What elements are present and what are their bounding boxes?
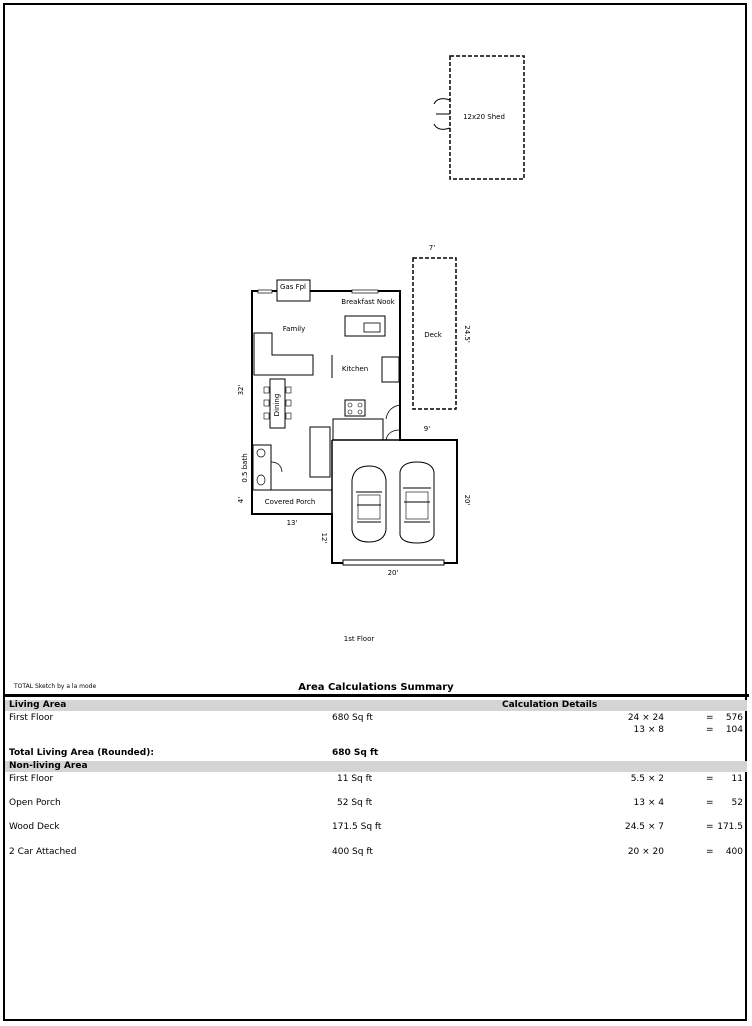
deck-label: Deck bbox=[424, 331, 442, 339]
nonliving-header-bar bbox=[5, 761, 747, 772]
window-1 bbox=[258, 290, 272, 293]
nonliving-row-name: Wood Deck bbox=[9, 822, 60, 832]
window-2 bbox=[352, 290, 378, 293]
nonliving-row-area: 52 Sq ft bbox=[337, 798, 373, 808]
nonliving-row-name: 2 Car Attached bbox=[9, 847, 77, 857]
living-row-name: First Floor bbox=[9, 713, 54, 723]
car-left bbox=[352, 466, 386, 542]
calc-result: 400 bbox=[725, 847, 743, 857]
calc-details-header: Calculation Details bbox=[502, 700, 598, 710]
calc-expr: 20 × 20 bbox=[627, 847, 664, 857]
dim-12: 12' bbox=[320, 532, 328, 544]
dim-32: 32' bbox=[237, 384, 245, 396]
nonliving-row-area: 400 Sq ft bbox=[332, 847, 373, 857]
car-right bbox=[400, 462, 434, 543]
breakfast-nook-label: Breakfast Nook bbox=[341, 298, 395, 306]
calc-expr: 13 × 4 bbox=[633, 798, 664, 808]
calc-eq: = bbox=[706, 798, 714, 808]
dim-9: 9' bbox=[423, 425, 431, 433]
dim-20-side: 20' bbox=[463, 494, 471, 506]
calc-result: 52 bbox=[731, 798, 743, 808]
nonliving-row-name: Open Porch bbox=[9, 798, 61, 808]
nonliving-row-name: First Floor bbox=[9, 774, 54, 784]
calc-result: 576 bbox=[725, 713, 743, 723]
deck-length-dim: 24.5' bbox=[463, 325, 471, 343]
floor-label: 1st Floor bbox=[343, 635, 375, 643]
summary-title: Area Calculations Summary bbox=[298, 682, 454, 693]
living-header-bar bbox=[5, 700, 747, 711]
living-row-area: 680 Sq ft bbox=[332, 713, 373, 723]
garage-door bbox=[343, 560, 444, 565]
stove bbox=[345, 400, 365, 416]
calc-expr: 5.5 × 2 bbox=[630, 774, 664, 784]
calc-expr: 24.5 × 7 bbox=[624, 822, 664, 832]
calc-result: 171.5 bbox=[717, 822, 743, 832]
living-area-header: Living Area bbox=[9, 700, 67, 710]
dim-20-bottom: 20' bbox=[387, 569, 399, 577]
calc-result: 11 bbox=[731, 774, 743, 784]
gas-fireplace-label: Gas Fpl bbox=[279, 283, 307, 291]
calc-eq: = bbox=[706, 822, 714, 832]
kitchen-counter bbox=[345, 316, 385, 336]
calc-eq: = bbox=[706, 847, 714, 857]
deck-width-dim: 7' bbox=[428, 244, 436, 252]
nonliving-row-area: 171.5 Sq ft bbox=[332, 822, 382, 832]
shed-door-swing bbox=[434, 99, 450, 130]
kitchen-sink bbox=[364, 323, 380, 332]
stairs bbox=[310, 419, 383, 477]
calc-eq: = bbox=[706, 713, 714, 723]
calc-result: 104 bbox=[725, 725, 743, 735]
half-bath-label: 0.5 bath bbox=[241, 453, 249, 483]
nonliving-area-header: Non-living Area bbox=[9, 761, 88, 771]
total-living-value: 680 Sq ft bbox=[332, 748, 379, 758]
family-label: Family bbox=[282, 325, 306, 333]
calc-eq: = bbox=[706, 774, 714, 784]
sofa bbox=[254, 333, 313, 375]
kitchen-label: Kitchen bbox=[341, 365, 369, 373]
calc-expr: 24 × 24 bbox=[627, 713, 664, 723]
software-credit: TOTAL Sketch by a la mode bbox=[14, 683, 97, 690]
dim-4: 4' bbox=[237, 496, 245, 504]
total-living-label: Total Living Area (Rounded): bbox=[9, 748, 154, 758]
half-bath bbox=[253, 445, 271, 490]
calc-expr: 13 × 8 bbox=[633, 725, 664, 735]
dining-label: Dining bbox=[273, 393, 281, 417]
section-divider bbox=[3, 694, 749, 697]
nonliving-row-area: 11 Sq ft bbox=[337, 774, 373, 784]
covered-porch-label: Covered Porch bbox=[264, 498, 316, 506]
kitchen-island bbox=[382, 357, 399, 382]
dim-13: 13' bbox=[286, 519, 298, 527]
shed-label: 12x20 Shed bbox=[463, 113, 505, 121]
calc-eq: = bbox=[706, 725, 714, 735]
